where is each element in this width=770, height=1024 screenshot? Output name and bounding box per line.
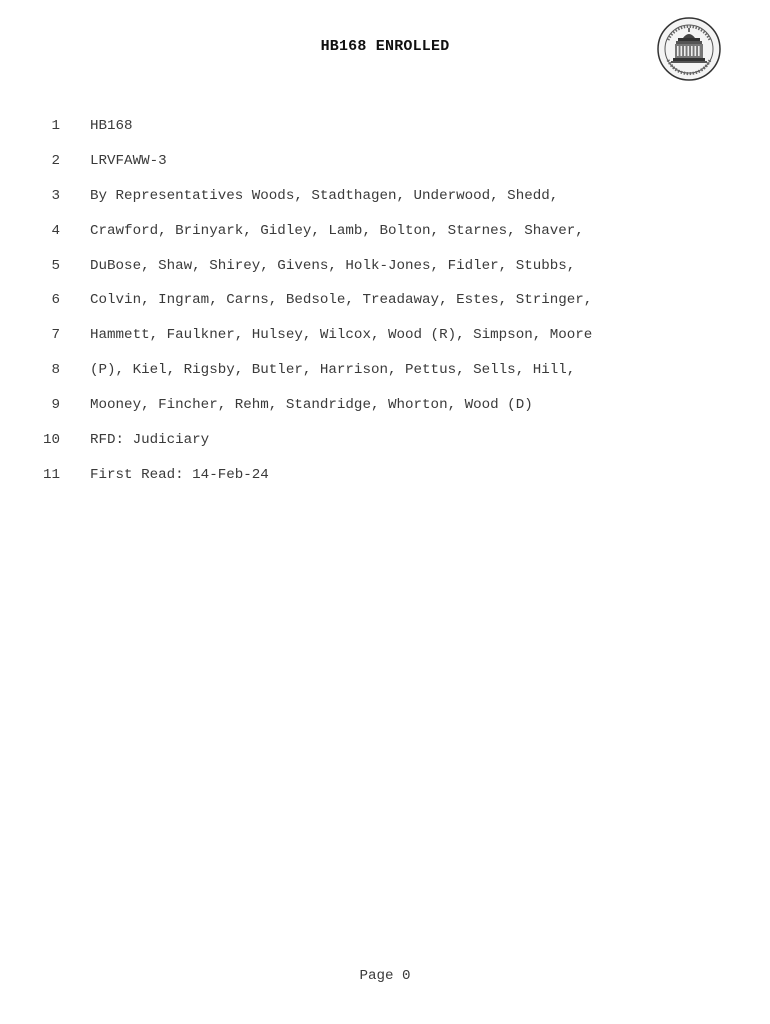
line-text: (P), Kiel, Rigsby, Butler, Harrison, Pettus, Sells, Hill, [90, 362, 576, 379]
document-title: HB168 ENROLLED [320, 38, 450, 55]
line-number: 2 [51, 152, 60, 169]
line-number: 4 [51, 222, 60, 239]
line-number: 8 [51, 362, 60, 379]
state-seal-icon [656, 16, 722, 82]
line-text: HB168 [90, 118, 133, 134]
line-2 [0, 151, 770, 186]
line-3 [0, 186, 770, 221]
line-10 [0, 430, 770, 465]
line-4 [0, 221, 770, 256]
line-text: Mooney, Fincher, Rehm, Standridge, Whorton, Wood (D) [90, 397, 533, 414]
line-6 [0, 290, 770, 325]
line-number: 5 [51, 257, 60, 274]
line-8 [0, 360, 770, 395]
line-text: By Representatives Woods, Stadthagen, Underwood, Shedd, [90, 187, 559, 204]
line-number: 1 [51, 118, 60, 134]
line-number: 7 [51, 327, 60, 344]
line-text: DuBose, Shaw, Shirey, Givens, Holk-Jones, Fidler, Stubbs, [90, 257, 576, 274]
line-number: 3 [51, 187, 60, 204]
line-text: LRVFAWW-3 [90, 152, 167, 169]
line-9 [0, 395, 770, 430]
line-text: Crawford, Brinyark, Gidley, Lamb, Bolton, Starnes, Shaver, [90, 222, 584, 239]
line-number: 10 [42, 432, 60, 449]
line-1 [0, 116, 770, 151]
line-7 [0, 325, 770, 360]
document-body [0, 116, 770, 500]
line-5 [0, 256, 770, 291]
line-text: Hammett, Faulkner, Hulsey, Wilcox, Wood (R), Simpson, Moore [90, 327, 593, 344]
line-text: Colvin, Ingram, Carns, Bedsole, Treadaway, Estes, Stringer, [90, 292, 593, 309]
line-text: First Read: 14-Feb-24 [90, 466, 269, 483]
line-number: 11 [42, 466, 60, 483]
line-number: 9 [51, 397, 60, 414]
line-number: 6 [51, 292, 60, 309]
line-text: RFD: Judiciary [90, 432, 210, 449]
line-11 [0, 465, 770, 500]
page-number: Page 0 [359, 968, 411, 984]
